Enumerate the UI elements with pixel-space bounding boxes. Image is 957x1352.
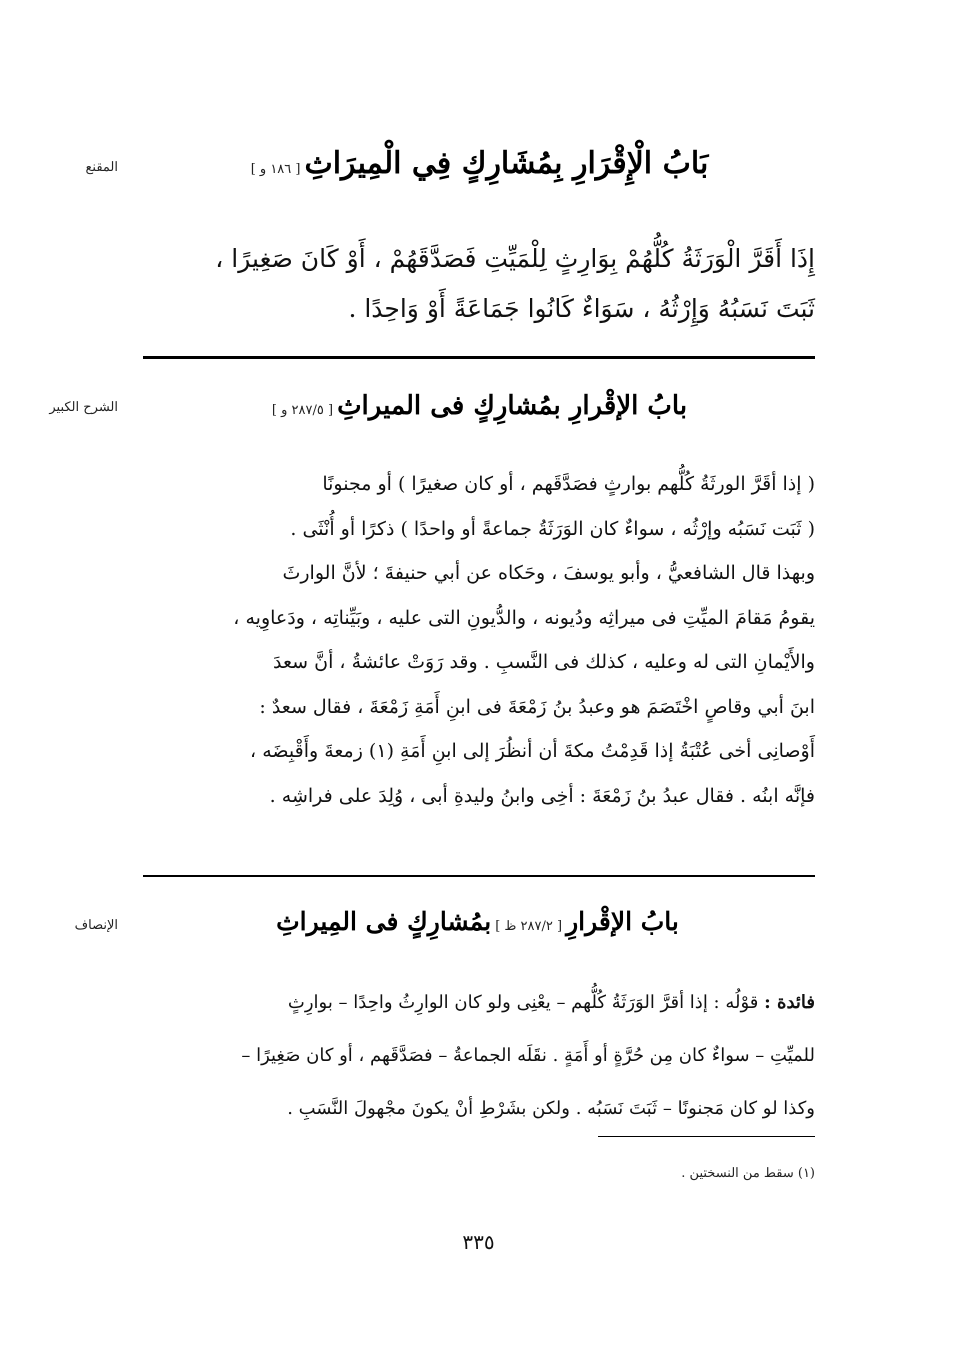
side-label-insaf: الإنصاف [74, 918, 118, 933]
sharh-folio-ref: [ ٢٨٧/٥ و ] [271, 403, 334, 418]
sharh-line-3: وبهذا قال الشافعيُّ ، وأبو يوسفَ ، وحَكاه عن أبي حنيفةَ ؛ لأنَّ الوارثَ [282, 562, 815, 584]
section-divider-1 [143, 356, 815, 359]
section-divider-2 [143, 875, 815, 877]
insaf-line-1 [140, 976, 815, 1029]
footnote-divider [598, 1136, 815, 1137]
insaf-lead-word: فائدة : [764, 992, 815, 1013]
muqni-line-2: ثَبَتَ نَسَبُهُ وَإِرْثُهُ ، سَوَاءٌ كَانُوا جَمَاعَةً أَوْ وَاحِدًا . [348, 294, 815, 323]
sharh-line-6: ابنَ أبي وقاصٍ اخْتَصَمَ هو وعبدُ بنُ زَمْعَةَ فى ابنِ أَمَةِ زَمْعَةَ ، فقال سعدٌ : [259, 695, 815, 718]
sharh-title: بابُ الإقْرارِ بمُشارِكٍ فى الميراثِ [337, 391, 688, 421]
insaf-line-3: وكذا لو كان مَجنونًا – ثَبَتَ نَسَبُه . ولكن بشَرْطِ أنْ يكونَ مجْهولَ النَّسَبِ . [287, 1098, 815, 1119]
insaf-section [140, 900, 815, 1135]
page-number: ٣٣٥ [462, 1230, 495, 1254]
muqni-heading [140, 140, 815, 188]
insaf-folio-ref: [ ٢٨٧/٢ ظ ] [495, 919, 563, 934]
muqni-body [140, 234, 815, 334]
sharh-line-5: والأَيْمانِ التى له وعليه ، كذلك فى النَّسبِ . وقد رَوَتْ عائشةُ ، أنَّ سعدَ [273, 651, 815, 673]
muqni-section [140, 140, 815, 334]
insaf-line-1-text: قوْلُه : إذا أقرَّ الوَرَثَةُ كُلُّهم – يعْنِى ولو كان الوارِثُ واحِدًا – بوارِثٍ [287, 992, 759, 1013]
sharh-line-2: ( ثَبَت نَسَبُه وإرْثُه ، سواءٌ كان الوَرَثَةُ جماعةً أو واحدًا ) ذكرًا أو أُنْثَى . [290, 517, 815, 540]
muqni-title: بَابُ الْإِقْرَارِ بِمُشَارِكٍ فِي الْمِيرَاثِ [304, 146, 709, 181]
insaf-title-part-2: بمُشارِكٍ فى المِيراثِ [276, 907, 492, 936]
side-label-sharh: الشرح الكبير [49, 400, 118, 415]
sharh-line-4: يقومُ مَقامَ الميِّتِ فى ميراثِه ودُيونه ، والدُّيونِ التى عليه ، وبَيِّناتِه ، ودَعاوِيه ، [233, 606, 815, 629]
sharh-heading [140, 384, 815, 428]
sharh-section [140, 384, 815, 818]
footnote: (١) سقط من النسختين . [681, 1166, 815, 1181]
insaf-line-2: للميِّتِ – سواءٌ كان مِن حُرَّةٍ أو أَمَةٍ . نقَلَه الجماعةُ – فصَدَّقَهم ، أو كان صَغِيرًا – [241, 1045, 815, 1066]
sharh-line-1: ( إذا أقَرَّ الورثَةُ كُلُّهم بوارثٍ فصَدَّقَهم ، أو كان صغيرًا ) أو مجنونًا [322, 473, 815, 495]
sharh-body [140, 462, 815, 818]
muqni-folio-ref: [ ١٨٦ و ] [250, 162, 301, 177]
insaf-heading [140, 900, 815, 944]
sharh-line-7: أَوْصانِى أخى عُتْبَةُ إذا قَدِمْتُ مكةَ أن أنظُرَ إلى ابنِ أَمَةِ (١) زمعةَ وأَقْبِضَه ، [250, 740, 815, 762]
muqni-line-1: إِذَا أَقَرَّ الْوَرَثَةُ كُلُّهُمْ بِوَارِثٍ لِلْمَيِّتِ فَصَدَّقَهُمْ ، أَوْ كَانَ صَغِيرًا ، [215, 244, 815, 273]
insaf-body [140, 976, 815, 1135]
sharh-line-8: فإنَّه ابنُه . فقال عبدُ بنُ زَمْعَةَ : أخِى وابنُ وليدةِ أبى ، وُلِدَ على فراشِه . [269, 784, 815, 807]
insaf-title-part-1: بابُ الإقْرارِ [566, 907, 679, 936]
side-label-muqni: المقنع [85, 160, 118, 175]
